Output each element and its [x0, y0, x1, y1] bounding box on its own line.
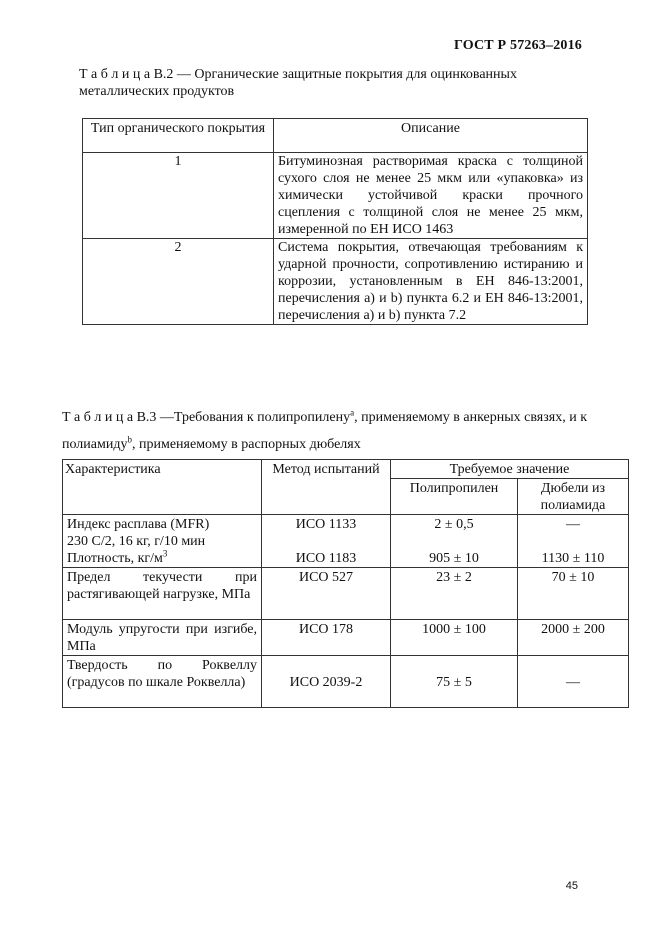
table-b3-cell-characteristic: [63, 515, 262, 568]
characteristic-density-label: Плотность, кг/м: [67, 551, 163, 566]
table-b3-cell-method: [262, 515, 391, 568]
table-b3-cell-polypropylene: 75 ± 5: [391, 656, 518, 708]
table-b2-header-description: Описание: [274, 119, 588, 153]
table-b3-cell-polypropylene: [391, 515, 518, 568]
footnote-marker-b: b: [127, 434, 132, 445]
polyamide-value: 1130 ± 110: [541, 551, 605, 566]
table-b3-cell-characteristic: Твердость по Роквеллу (градусов по шкале Роквелла): [63, 656, 262, 708]
table-b2-caption: [79, 66, 579, 100]
table-b2-cell-type: 2: [83, 239, 274, 325]
table-b2-caption-prefix: Т а б л и ц а В.2: [79, 67, 174, 82]
polypropylene-value: 905 ± 10: [429, 551, 479, 566]
table-b3-caption-part3: , применяемому в распорных дюбелях: [131, 437, 361, 452]
table-row: [63, 656, 629, 708]
polypropylene-value: 2 ± 0,5: [434, 517, 474, 532]
table-b3-header-required: Требуемое значение: [391, 460, 629, 479]
table-b3-cell-polyamide: 2000 ± 200: [518, 620, 629, 656]
table-b3-header-polypropylene: Полипропилен: [391, 479, 518, 515]
method-value: ИСО 1183: [295, 551, 357, 566]
table-b3-header-characteristic: Характеристика: [63, 460, 262, 515]
method-value: ИСО 1133: [295, 517, 357, 532]
table-b3-cell-polyamide: —: [518, 656, 629, 708]
table-b3-caption-prefix: Т а б л и ц а В.3: [62, 410, 157, 425]
table-b3-cell-characteristic: Модуль упругости при изгибе, МПа: [63, 620, 262, 656]
table-b3-cell-polypropylene: 1000 ± 100: [391, 620, 518, 656]
table-b2-cell-description: Система покрытия, отвечающая требованиям к ударной прочности, сопротивлению истиранию и коррозии, установленным в ЕН 846-13:2001, перечисления а) и b) пункта 6.2 и ЕН 846-13:2001, перечисления а) и b) пункта 7.2: [274, 239, 588, 325]
polyamide-value: —: [566, 517, 580, 532]
table-b3-cell-method: ИСО 2039-2: [262, 656, 391, 708]
table-b3-cell-method: ИСО 527: [262, 568, 391, 620]
table-b3-cell-polyamide: 70 ± 10: [518, 568, 629, 620]
table-b3: [62, 459, 629, 708]
table-b3-header-polyamide: Дюбели из полиамида: [518, 479, 629, 515]
table-b3-caption-part2: , применяемому в анкерных связях, и к полиамиду: [62, 410, 587, 452]
table-b2: [82, 118, 588, 325]
characteristic-line: [67, 550, 257, 567]
table-row: [83, 153, 588, 239]
footnote-marker-a: a: [350, 407, 355, 418]
table-b2-header-type: Тип органического покрытия: [83, 119, 274, 153]
table-b3-header-method: Метод испытаний: [262, 460, 391, 515]
table-b2-cell-description: Битуминозная растворимая краска с толщиной сухого слоя не менее 25 мкм или «упаковка» из химически устойчивой краски прочного сцепления с толщиной слоя не менее 25 мкм, измеренной по ЕН ИСО 1463: [274, 153, 588, 239]
table-b3-cell-characteristic: Предел текучести при растягивающей нагрузке, МПа: [63, 568, 262, 620]
table-b2-cell-type: 1: [83, 153, 274, 239]
table-row: [63, 620, 629, 656]
table-b2-caption-text: — Органические защитные покрытия для оцинкованных металлических продуктов: [79, 67, 517, 99]
table-b3-cell-method: ИСО 178: [262, 620, 391, 656]
page-number: 45: [565, 880, 578, 892]
characteristic-line: Индекс расплава (MFR): [67, 517, 210, 532]
table-row: [83, 239, 588, 325]
table-b2-header-row: [83, 119, 588, 153]
table-b3-cell-polypropylene: 23 ± 2: [391, 568, 518, 620]
table-row: [63, 515, 629, 568]
table-row: [63, 568, 629, 620]
table-b3-caption-part1: —Требования к полипропилену: [156, 410, 351, 425]
document-id-header: ГОСТ Р 57263–2016: [453, 38, 582, 53]
table-b3-header-row: [63, 460, 629, 479]
table-b3-caption: [62, 404, 602, 458]
characteristic-line: 230 С/2, 16 кг, г/10 мин: [67, 534, 206, 549]
unit-superscript: 3: [162, 548, 168, 559]
table-b3-cell-polyamide: [518, 515, 629, 568]
